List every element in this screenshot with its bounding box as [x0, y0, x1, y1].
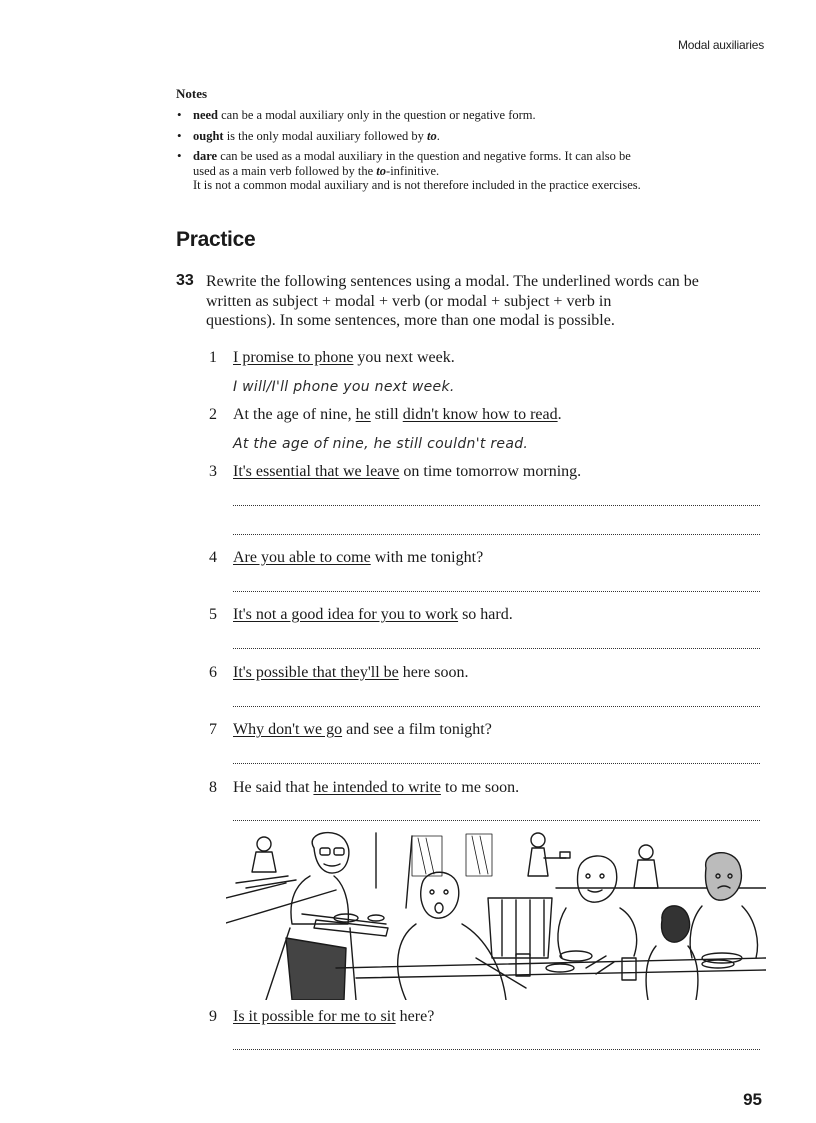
- table-edge: [356, 970, 766, 978]
- item-question: It's possible that they'll be here soon.: [233, 664, 469, 681]
- note-dare: • dare can be used as a modal auxiliary in the question and negative forms. It can also be used as a main verb followed by the to-infinitive. It is not a common modal auxiliary and is not therefore included in the practice exercises.: [177, 148, 641, 192]
- answer-line[interactable]: [233, 648, 760, 649]
- exercise-instructions: Rewrite the following sentences using a modal. The underlined words can be written as subject + modal + verb (or modal + subject + verb in questions). In some sentences, more than one modal is possible.: [206, 273, 699, 329]
- waitress-figure: [266, 833, 388, 1000]
- bullet-icon: •: [177, 148, 182, 163]
- notes-box: [176, 86, 766, 199]
- item-number: 8: [209, 779, 217, 796]
- background-waiter: [528, 833, 570, 876]
- item-number: 2: [209, 406, 217, 423]
- item-number: 3: [209, 463, 217, 480]
- answer-line[interactable]: [233, 505, 760, 506]
- girl-figure: [690, 853, 757, 963]
- item-question: Are you able to come with me tonight?: [233, 549, 484, 566]
- child-figure: [646, 906, 698, 1000]
- item-number: 5: [209, 606, 217, 623]
- answer-line[interactable]: [233, 820, 760, 821]
- answer-line[interactable]: [233, 1049, 760, 1050]
- notes-title: Notes: [176, 86, 208, 101]
- item-question: Is it possible for me to sit here?: [233, 1008, 435, 1025]
- answer-line[interactable]: [233, 591, 760, 592]
- wall-line: [226, 883, 286, 898]
- item-number: 4: [209, 549, 217, 566]
- window-hatching: [412, 834, 492, 876]
- table-edge: [336, 958, 766, 968]
- answer-line[interactable]: [233, 706, 760, 707]
- item-question: At the age of nine, he still didn't know how to read.: [233, 406, 562, 423]
- answer-line[interactable]: [233, 763, 760, 764]
- answer-line[interactable]: [233, 534, 760, 535]
- seated-man-figure: [558, 856, 637, 961]
- item-question: He said that he intended to write to me soon.: [233, 779, 520, 796]
- background-chef: [634, 845, 658, 888]
- wall-line: [406, 836, 412, 908]
- example-answer: I will/I'll phone you next week.: [233, 379, 455, 395]
- wall-line: [226, 890, 336, 923]
- chair: [488, 898, 552, 958]
- exercise-number: 33: [176, 272, 194, 289]
- item-number: 7: [209, 721, 217, 738]
- note-ought: • ought is the only modal auxiliary followed by to.: [177, 127, 440, 143]
- cafe-illustration: [226, 828, 766, 1000]
- practice-heading: Practice: [176, 228, 256, 251]
- notes-list: [176, 108, 766, 193]
- item-question: I promise to phone you next week.: [233, 349, 455, 366]
- background-figure: [257, 837, 271, 851]
- item-question: Why don't we go and see a film tonight?: [233, 721, 492, 738]
- page-number: 95: [743, 1090, 762, 1109]
- note-need: • need can be a modal auxiliary only in the question or negative form.: [177, 107, 536, 122]
- item-question: It's not a good idea for you to work so hard.: [233, 606, 513, 623]
- example-answer: At the age of nine, he still couldn't read.: [233, 436, 529, 452]
- item-number: 1: [209, 349, 217, 366]
- running-header: Modal auxiliaries: [678, 38, 764, 52]
- bullet-icon: •: [177, 127, 182, 143]
- item-number: 9: [209, 1008, 217, 1025]
- item-number: 6: [209, 664, 217, 681]
- surprised-man-figure: [398, 872, 526, 1000]
- bullet-icon: •: [177, 107, 182, 122]
- item-question: It's essential that we leave on time tomorrow morning.: [233, 463, 582, 480]
